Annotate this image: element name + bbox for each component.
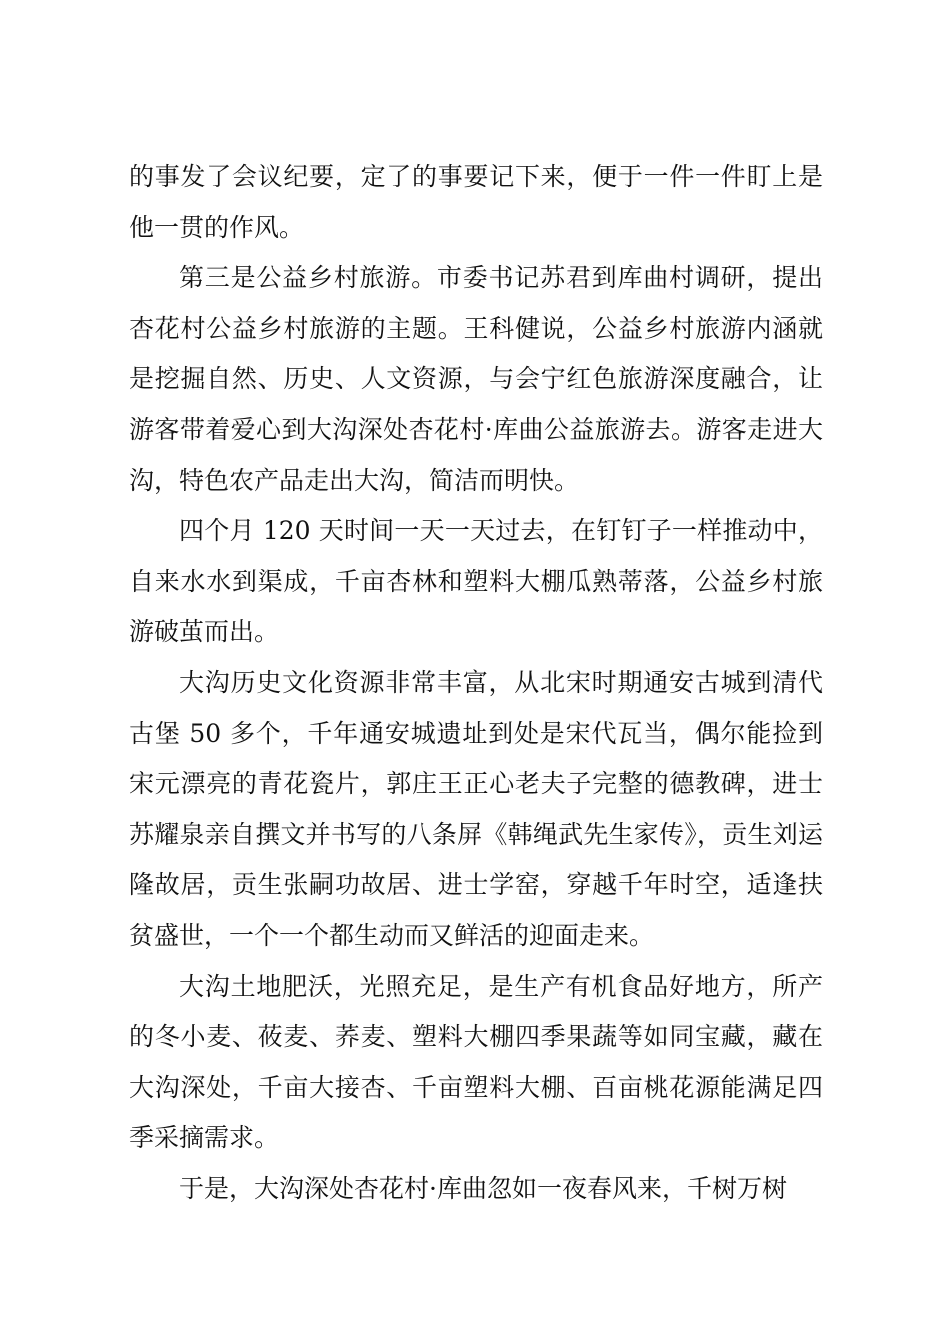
paragraph-public-welfare-tourism: 第三是公益乡村旅游。市委书记苏君到库曲村调研，提出杏花村公益乡村旅游的主题。王科健说，公益乡村旅游内涵就是挖掘自然、历史、人文资源，与会宁红色旅游深度融合，让游客带着爱心到大沟深处杏花村·库曲公益旅游去。游客走进大沟，特色农产品走出大沟，简洁而明快。 — [129, 263, 823, 495]
paragraph-continuation: 的事发了会议纪要，定了的事要记下来，便于一件一件盯上是他一贯的作风。 — [129, 162, 823, 242]
paragraph-spring-breeze: 于是，大沟深处杏花村·库曲忽如一夜春风来，千树万树 — [179, 1173, 787, 1203]
paragraph-four-months: 四个月 120 天时间一天一天过去，在钉钉子一样推动中，自来水水到渠成，千亩杏林和塑料大棚瓜熟蒂落，公益乡村旅游破茧而出。 — [129, 516, 823, 647]
paragraph-history-culture: 大沟历史文化资源非常丰富，从北宋时期通安古城到清代古堡 50 多个，千年通安城遗址到处是宋代瓦当，偶尔能捡到宋元漂亮的青花瓷片，郭庄王正心老夫子完整的德教碑，进士苏耀泉亲自撰文并书写的八条屏《韩绳武先生家传》，贡生刘运隆故居，贡生张嗣功故居、进士学窑，穿越千年时空，适逢扶贫盛世，一个一个都生动而又鲜活的迎面走来。 — [129, 667, 823, 950]
document-body — [129, 152, 823, 1214]
paragraph-fertile-land: 大沟土地肥沃，光照充足，是生产有机食品好地方，所产的冬小麦、莜麦、荞麦、塑料大棚四季果蔬等如同宝藏，藏在大沟深处，千亩大接杏、千亩塑料大棚、百亩桃花源能满足四季采摘需求。 — [129, 971, 823, 1153]
